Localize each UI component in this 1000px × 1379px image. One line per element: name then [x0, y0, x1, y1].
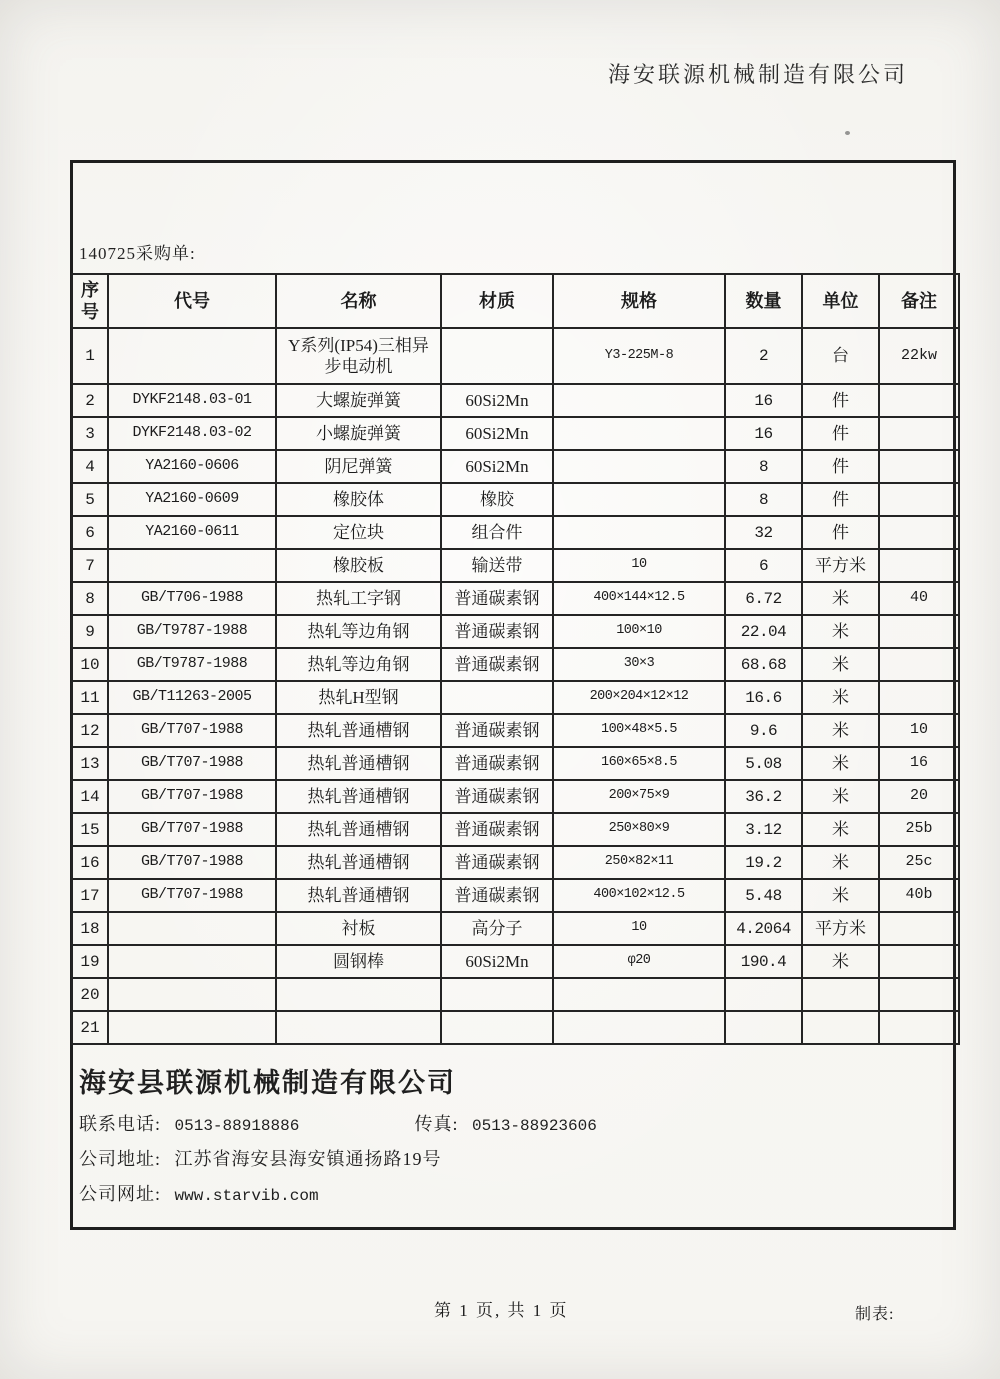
- cell-code: GB/T706-1988: [108, 582, 276, 615]
- cell-name: 热轧等边角钢: [276, 648, 441, 681]
- cell-remark: 10: [879, 714, 959, 747]
- cell-qty: 3.12: [725, 813, 802, 846]
- cell-qty: 19.2: [725, 846, 802, 879]
- cell-name: 热轧H型钢: [276, 681, 441, 714]
- cell-unit: 米: [802, 714, 879, 747]
- prepared-by-label: 制表:: [855, 1306, 895, 1323]
- cell-qty: 16: [725, 417, 802, 450]
- table-row-18: [72, 912, 959, 945]
- cell-code: GB/T11263-2005: [108, 681, 276, 714]
- cell-qty: [725, 1011, 802, 1044]
- cell-unit: 米: [802, 582, 879, 615]
- cell-material: 输送带: [441, 549, 553, 582]
- company-contact-block: [73, 1045, 953, 1221]
- cell-code: GB/T9787-1988: [108, 648, 276, 681]
- table-row-17: [72, 879, 959, 912]
- cell-qty: 16.6: [725, 681, 802, 714]
- cell-spec: [553, 450, 725, 483]
- cell-spec: 250×80×9: [553, 813, 725, 846]
- address-value: 江苏省海安县海安镇通扬路19号: [174, 1149, 442, 1169]
- table-row-5: [72, 483, 959, 516]
- cell-code: GB/T707-1988: [108, 813, 276, 846]
- cell-qty: 9.6: [725, 714, 802, 747]
- cell-spec: 160×65×8.5: [553, 747, 725, 780]
- cell-index: 16: [72, 846, 108, 879]
- cell-material: 普通碳素钢: [441, 813, 553, 846]
- cell-qty: 5.08: [725, 747, 802, 780]
- cell-index: 19: [72, 945, 108, 978]
- cell-index: 9: [72, 615, 108, 648]
- cell-name: 小螺旋弹簧: [276, 417, 441, 450]
- cell-spec: Y3-225M-8: [553, 328, 725, 384]
- cell-material: 普通碳素钢: [441, 879, 553, 912]
- table-row-13: [72, 747, 959, 780]
- cell-name: [276, 1011, 441, 1044]
- website-value: www.starvib.com: [174, 1187, 319, 1205]
- cell-unit: 米: [802, 615, 879, 648]
- cell-index: 15: [72, 813, 108, 846]
- cell-spec: 30×3: [553, 648, 725, 681]
- cell-unit: 件: [802, 483, 879, 516]
- cell-index: 1: [72, 328, 108, 384]
- cell-qty: 68.68: [725, 648, 802, 681]
- cell-unit: [802, 1011, 879, 1044]
- cell-remark: [879, 912, 959, 945]
- cell-qty: 22.04: [725, 615, 802, 648]
- contact-company-name: 海安县联源机械制造有限公司: [79, 1068, 456, 1098]
- cell-qty: [725, 978, 802, 1011]
- cell-unit: 件: [802, 450, 879, 483]
- cell-spec: 200×204×12×12: [553, 681, 725, 714]
- cell-remark: 20: [879, 780, 959, 813]
- letterhead-company-name: 海安联源机械制造有限公司: [607, 62, 908, 87]
- fax-label: 传真:: [414, 1114, 459, 1134]
- table-row-12: [72, 714, 959, 747]
- cell-code: YA2160-0611: [108, 516, 276, 549]
- cell-code: [108, 978, 276, 1011]
- cell-remark: [879, 945, 959, 978]
- cell-material: [441, 978, 553, 1011]
- cell-name: 橡胶板: [276, 549, 441, 582]
- table-row-11: [72, 681, 959, 714]
- table-row-19: [72, 945, 959, 978]
- cell-remark: 16: [879, 747, 959, 780]
- phone-group: [79, 1110, 409, 1136]
- cell-spec: 10: [553, 549, 725, 582]
- contact-website-line: [79, 1180, 945, 1206]
- cell-name: 橡胶体: [276, 483, 441, 516]
- page-number-info: 第 1 页, 共 1 页: [434, 1301, 569, 1320]
- cell-name: Y系列(IP54)三相异步电动机: [276, 328, 441, 384]
- table-row-20: [72, 978, 959, 1011]
- cell-remark: [879, 1011, 959, 1044]
- cell-index: 12: [72, 714, 108, 747]
- cell-code: [108, 1011, 276, 1044]
- cell-spec: [553, 516, 725, 549]
- cell-material: 普通碳素钢: [441, 747, 553, 780]
- column-header-material: 材质: [441, 274, 553, 328]
- contact-phone-line: [79, 1110, 945, 1136]
- table-row-14: [72, 780, 959, 813]
- cell-code: GB/T9787-1988: [108, 615, 276, 648]
- cell-remark: 40: [879, 582, 959, 615]
- purchase-order-title: 140725采购单:: [79, 244, 196, 263]
- cell-name: 热轧普通槽钢: [276, 846, 441, 879]
- cell-spec: [553, 1011, 725, 1044]
- cell-code: [108, 549, 276, 582]
- website-label: 公司网址:: [79, 1184, 162, 1204]
- cell-unit: [802, 978, 879, 1011]
- column-header-index: 序号: [72, 274, 108, 328]
- cell-unit: 平方米: [802, 549, 879, 582]
- cell-spec: [553, 417, 725, 450]
- column-header-remark: 备注: [879, 274, 959, 328]
- cell-unit: 米: [802, 813, 879, 846]
- table-row-10: [72, 648, 959, 681]
- cell-index: 13: [72, 747, 108, 780]
- table-row-15: [72, 813, 959, 846]
- address-label: 公司地址:: [79, 1149, 162, 1169]
- table-row-4: [72, 450, 959, 483]
- cell-unit: 米: [802, 879, 879, 912]
- cell-index: 18: [72, 912, 108, 945]
- cell-material: 组合件: [441, 516, 553, 549]
- cell-spec: 200×75×9: [553, 780, 725, 813]
- cell-code: [108, 328, 276, 384]
- cell-name: 热轧普通槽钢: [276, 780, 441, 813]
- cell-name: 圆钢棒: [276, 945, 441, 978]
- cell-remark: 25b: [879, 813, 959, 846]
- table-row-6: [72, 516, 959, 549]
- cell-material: [441, 1011, 553, 1044]
- cell-name: 热轧普通槽钢: [276, 714, 441, 747]
- cell-index: 3: [72, 417, 108, 450]
- cell-remark: [879, 417, 959, 450]
- cell-unit: 米: [802, 780, 879, 813]
- cell-spec: 100×48×5.5: [553, 714, 725, 747]
- cell-qty: 6: [725, 549, 802, 582]
- cell-index: 21: [72, 1011, 108, 1044]
- cell-code: DYKF2148.03-01: [108, 384, 276, 417]
- cell-qty: 5.48: [725, 879, 802, 912]
- cell-name: 热轧普通槽钢: [276, 747, 441, 780]
- cell-remark: [879, 384, 959, 417]
- cell-name: 大螺旋弹簧: [276, 384, 441, 417]
- cell-unit: 平方米: [802, 912, 879, 945]
- table-row-9: [72, 615, 959, 648]
- cell-material: 橡胶: [441, 483, 553, 516]
- cell-index: 6: [72, 516, 108, 549]
- cell-remark: 40b: [879, 879, 959, 912]
- column-header-name: 名称: [276, 274, 441, 328]
- cell-name: 定位块: [276, 516, 441, 549]
- cell-index: 14: [72, 780, 108, 813]
- cell-code: GB/T707-1988: [108, 747, 276, 780]
- cell-unit: 米: [802, 648, 879, 681]
- cell-remark: [879, 978, 959, 1011]
- column-header-unit: 单位: [802, 274, 879, 328]
- cell-remark: [879, 648, 959, 681]
- cell-spec: 400×102×12.5: [553, 879, 725, 912]
- cell-spec: [553, 384, 725, 417]
- cell-remark: [879, 549, 959, 582]
- cell-qty: 8: [725, 483, 802, 516]
- cell-name: 热轧等边角钢: [276, 615, 441, 648]
- cell-material: 60Si2Mn: [441, 945, 553, 978]
- purchase-order-table: [71, 273, 960, 1045]
- phone-value: 0513-88918886: [174, 1117, 300, 1135]
- cell-index: 11: [72, 681, 108, 714]
- table-row-21: [72, 1011, 959, 1044]
- cell-qty: 6.72: [725, 582, 802, 615]
- cell-name: 热轧普通槽钢: [276, 813, 441, 846]
- cell-index: 17: [72, 879, 108, 912]
- cell-remark: 22kw: [879, 328, 959, 384]
- cell-name: 热轧工字钢: [276, 582, 441, 615]
- cell-qty: 16: [725, 384, 802, 417]
- cell-code: GB/T707-1988: [108, 780, 276, 813]
- cell-unit: 件: [802, 516, 879, 549]
- cell-index: 8: [72, 582, 108, 615]
- contact-address-line: [79, 1145, 945, 1171]
- cell-index: 4: [72, 450, 108, 483]
- cell-material: 普通碳素钢: [441, 615, 553, 648]
- purchase-order-box: [70, 160, 956, 1230]
- cell-spec: 250×82×11: [553, 846, 725, 879]
- table-row-7: [72, 549, 959, 582]
- cell-spec: [553, 978, 725, 1011]
- cell-index: 5: [72, 483, 108, 516]
- table-header-row: [72, 274, 959, 328]
- scan-speck: [845, 131, 850, 135]
- table-row-16: [72, 846, 959, 879]
- cell-spec: [553, 483, 725, 516]
- cell-spec: 10: [553, 912, 725, 945]
- cell-code: DYKF2148.03-02: [108, 417, 276, 450]
- phone-label: 联系电话:: [79, 1114, 162, 1134]
- cell-material: [441, 681, 553, 714]
- cell-unit: 台: [802, 328, 879, 384]
- cell-unit: 米: [802, 945, 879, 978]
- cell-material: 普通碳素钢: [441, 846, 553, 879]
- cell-name: [276, 978, 441, 1011]
- cell-code: GB/T707-1988: [108, 714, 276, 747]
- cell-name: 阴尼弹簧: [276, 450, 441, 483]
- cell-spec: 100×10: [553, 615, 725, 648]
- cell-name: 热轧普通槽钢: [276, 879, 441, 912]
- cell-unit: 件: [802, 384, 879, 417]
- cell-code: GB/T707-1988: [108, 879, 276, 912]
- cell-code: YA2160-0606: [108, 450, 276, 483]
- cell-code: GB/T707-1988: [108, 846, 276, 879]
- cell-material: [441, 328, 553, 384]
- cell-index: 10: [72, 648, 108, 681]
- column-header-code: 代号: [108, 274, 276, 328]
- table-row-1: [72, 328, 959, 384]
- table-row-3: [72, 417, 959, 450]
- cell-qty: 2: [725, 328, 802, 384]
- cell-index: 20: [72, 978, 108, 1011]
- cell-material: 普通碳素钢: [441, 648, 553, 681]
- cell-unit: 米: [802, 747, 879, 780]
- cell-material: 60Si2Mn: [441, 384, 553, 417]
- column-header-qty: 数量: [725, 274, 802, 328]
- cell-unit: 米: [802, 681, 879, 714]
- cell-qty: 32: [725, 516, 802, 549]
- cell-material: 60Si2Mn: [441, 417, 553, 450]
- cell-index: 2: [72, 384, 108, 417]
- column-header-spec: 规格: [553, 274, 725, 328]
- cell-unit: 米: [802, 846, 879, 879]
- cell-spec: 400×144×12.5: [553, 582, 725, 615]
- table-row-2: [72, 384, 959, 417]
- cell-material: 60Si2Mn: [441, 450, 553, 483]
- cell-code: [108, 912, 276, 945]
- cell-remark: [879, 516, 959, 549]
- cell-remark: [879, 450, 959, 483]
- cell-qty: 4.2064: [725, 912, 802, 945]
- cell-material: 普通碳素钢: [441, 780, 553, 813]
- cell-name: 衬板: [276, 912, 441, 945]
- cell-remark: [879, 681, 959, 714]
- table-row-8: [72, 582, 959, 615]
- cell-index: 7: [72, 549, 108, 582]
- cell-remark: [879, 615, 959, 648]
- cell-unit: 件: [802, 417, 879, 450]
- cell-material: 高分子: [441, 912, 553, 945]
- fax-value: 0513-88923606: [472, 1117, 597, 1135]
- cell-material: 普通碳素钢: [441, 714, 553, 747]
- cell-remark: [879, 483, 959, 516]
- cell-qty: 8: [725, 450, 802, 483]
- cell-qty: 190.4: [725, 945, 802, 978]
- cell-material: 普通碳素钢: [441, 582, 553, 615]
- cell-spec: φ20: [553, 945, 725, 978]
- cell-qty: 36.2: [725, 780, 802, 813]
- cell-code: YA2160-0609: [108, 483, 276, 516]
- cell-remark: 25c: [879, 846, 959, 879]
- cell-code: [108, 945, 276, 978]
